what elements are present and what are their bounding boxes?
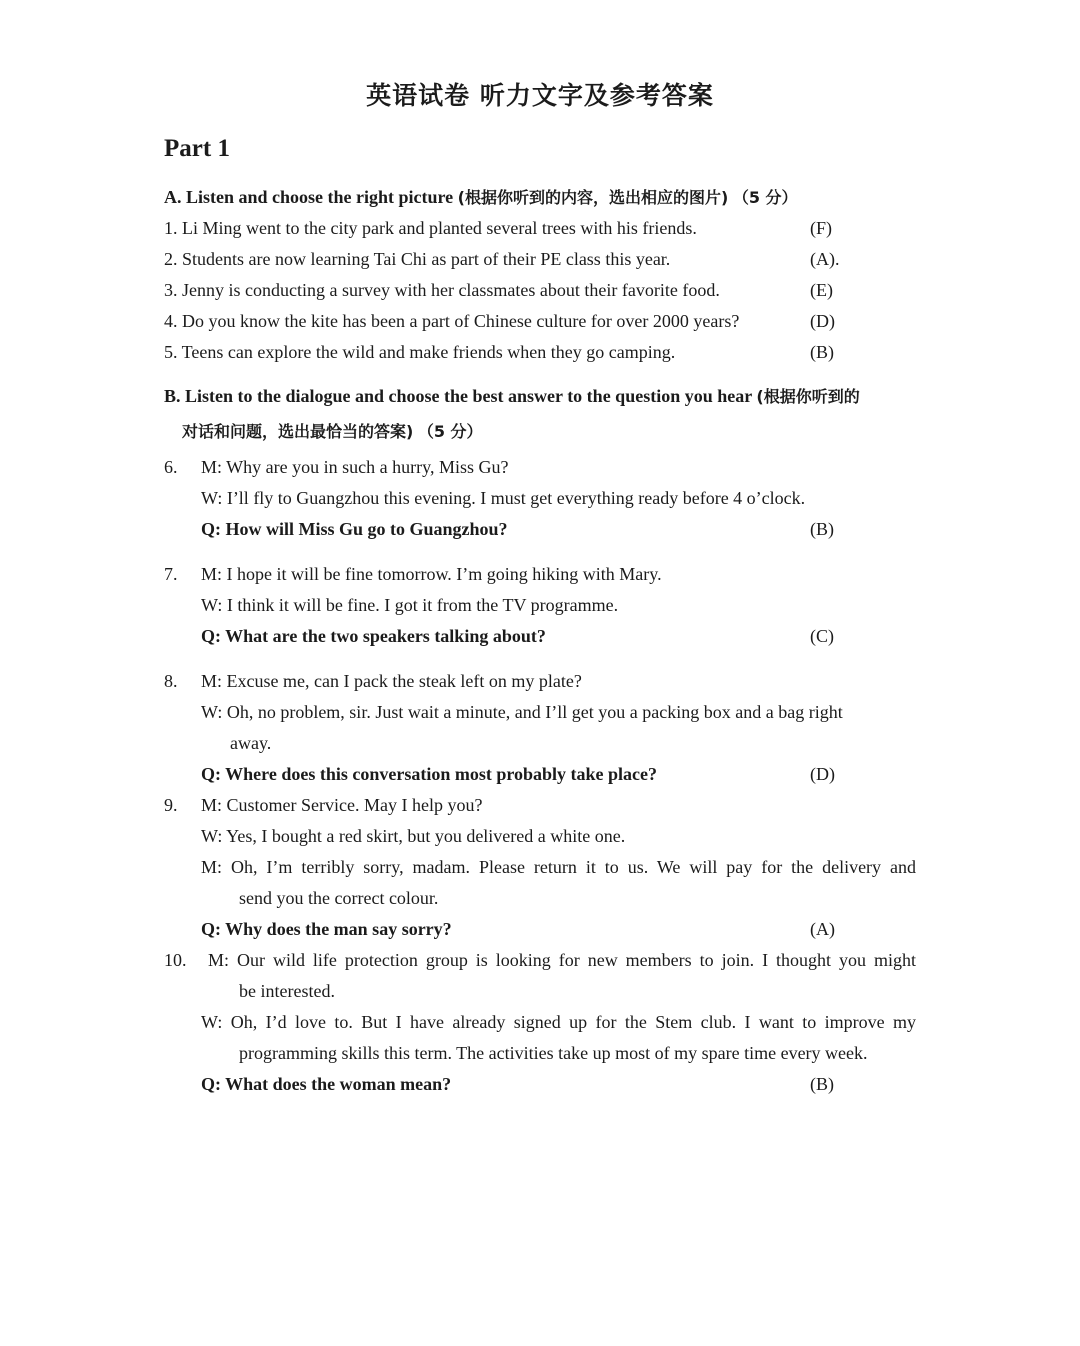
list-item: 5. Teens can explore the wild and make friends when they go camping. (164, 342, 676, 362)
answer-label: (B) (810, 342, 834, 362)
section-a-heading: A. Listen and choose the right picture (根据你听到的内容，选出相应的图片) （5 分） (164, 187, 798, 207)
dialogue-line: W: Yes, I bought a red skirt, but you delivered a white one. (201, 826, 626, 846)
dialogue-line: M: I hope it will be fine tomorrow. I’m going hiking with Mary. (201, 564, 662, 584)
answer-label: (A). (810, 249, 840, 269)
dialogue-line: M: Excuse me, can I pack the steak left on my plate? (201, 671, 582, 691)
part-title: Part 1 (164, 135, 230, 162)
answer-label: (B) (810, 1074, 834, 1094)
list-item: 3. Jenny is conducting a survey with her classmates about their favorite food. (164, 280, 720, 300)
dialogue-line: M: Customer Service. May I help you? (201, 795, 483, 815)
question-number: 7. (164, 564, 178, 584)
question-line: Q: What are the two speakers talking about? (201, 626, 546, 646)
question-line: Q: Why does the man say sorry? (201, 919, 452, 939)
dialogue-line: W: I’ll fly to Guangzhou this evening. I must get everything ready before 4 o’clock. (201, 488, 806, 508)
question-line: Q: How will Miss Gu go to Guangzhou? (201, 519, 508, 539)
question-number: 8. (164, 671, 178, 691)
answer-label: (A) (810, 919, 835, 939)
dialogue-line: W: I think it will be fine. I got it from the TV programme. (201, 595, 619, 615)
dialogue-line: M: Why are you in such a hurry, Miss Gu? (201, 457, 509, 477)
section-b-heading-cont: 对话和问题，选出最恰当的答案) （5 分） (182, 422, 483, 441)
list-item: 2. Students are now learning Tai Chi as part of their PE class this year. (164, 249, 671, 269)
dialogue-line: M: Oh, I’m terribly sorry, madam. Please return it to us. We will pay for the delivery and (201, 857, 916, 877)
dialogue-line-cont: away. (230, 733, 272, 753)
question-number: 10. (164, 950, 187, 970)
dialogue-line: W: Oh, I’d love to. But I have already signed up for the Stem club. I want to improve my (201, 1012, 916, 1032)
dialogue-line: M: Our wild life protection group is looking for new members to join. I thought you might (208, 950, 916, 970)
question-number: 9. (164, 795, 178, 815)
dialogue-line-cont: be interested. (239, 981, 335, 1001)
answer-label: (B) (810, 519, 834, 539)
question-number: 6. (164, 457, 178, 477)
answer-label: (E) (810, 280, 833, 300)
dialogue-line-cont: send you the correct colour. (239, 888, 439, 908)
section-b-heading: B. Listen to the dialogue and choose the best answer to the question you hear (根据你听到的 (164, 386, 860, 406)
answer-label: (D) (810, 764, 835, 784)
list-item: 1. Li Ming went to the city park and planted several trees with his friends. (164, 218, 697, 238)
list-item: 4. Do you know the kite has been a part of Chinese culture for over 2000 years? (164, 311, 740, 331)
answer-label: (F) (810, 218, 832, 238)
answer-label: (D) (810, 311, 835, 331)
document-title: 英语试卷 听力文字及参考答案 (366, 81, 714, 110)
dialogue-line-cont: programming skills this term. The activities take up most of my spare time every week. (239, 1043, 868, 1063)
dialogue-line: W: Oh, no problem, sir. Just wait a minute, and I’ll get you a packing box and a bag right (201, 702, 843, 722)
question-line: Q: What does the woman mean? (201, 1074, 452, 1094)
question-line: Q: Where does this conversation most probably take place? (201, 764, 658, 784)
answer-label: (C) (810, 626, 834, 646)
